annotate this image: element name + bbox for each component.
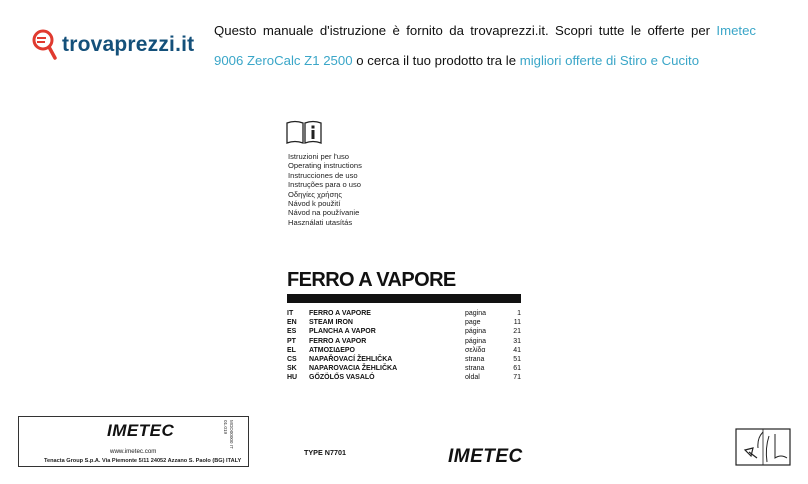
book-info-icon <box>286 120 322 144</box>
language-code: EN <box>287 319 297 327</box>
language-code: IT <box>287 310 294 317</box>
toc-row <box>287 373 521 382</box>
language-item: Οδηγίες χρήσης <box>288 189 343 199</box>
language-code: CS <box>287 355 297 363</box>
section-title: GŐZÖLŐS VASALÓ <box>309 374 375 382</box>
language-item: Istruzioni per l'uso <box>288 152 349 161</box>
toc-row <box>287 327 521 336</box>
iron-symbol-icon <box>735 428 791 466</box>
trovaprezzi-logo[interactable] <box>32 28 194 62</box>
header-banner <box>214 16 756 76</box>
language-code: ES <box>287 328 297 336</box>
table-of-contents <box>287 309 521 383</box>
page-number: 51 <box>513 355 521 363</box>
page-number: 41 <box>513 346 521 354</box>
language-code: HU <box>287 374 298 382</box>
banner-text-2: o cerca il tuo prodotto tra le <box>352 53 520 68</box>
page-word: strana <box>465 365 485 373</box>
language-item: Instrucciones de uso <box>288 170 358 180</box>
language-item: Operating instructions <box>288 161 362 171</box>
box-brand-logo: IMETEC <box>107 421 175 440</box>
page-number: 71 <box>513 374 521 382</box>
section-title: NAPAROVACIA ŽEHLIČKA <box>309 365 398 373</box>
toc-row <box>287 346 521 355</box>
language-code: SK <box>287 365 297 373</box>
banner-text-1: Questo manuale d'istruzione è fornito da trovaprezzi.it. Scopri tutte le offerte per <box>214 23 717 38</box>
product-offers-link[interactable]: Imetec 9006 ZeroCalc Z1 2500 <box>214 23 756 68</box>
company-url: www.imetec.com <box>110 448 157 455</box>
manual-title: FERRO A VAPORE <box>287 269 456 291</box>
section-title: PLANCHA A VAPOR <box>309 328 376 336</box>
page-number: 21 <box>513 328 521 336</box>
section-title: FERRO A VAPOR <box>309 337 367 345</box>
section-title: NAPAŘOVACÍ ŽEHLIČKA <box>309 355 393 363</box>
page-word: strana <box>465 355 485 363</box>
page-word: página <box>465 337 487 345</box>
language-item: Návod k použití <box>288 199 341 209</box>
trovaprezzi-euro-icon <box>32 28 58 62</box>
section-title: FERRO A VAPORE <box>309 310 371 317</box>
page-number: 61 <box>513 365 521 373</box>
page-word: pagina <box>465 310 487 317</box>
model-type: TYPE N7701 <box>304 448 346 457</box>
logo-text: trovaprezzi.it <box>62 33 195 56</box>
toc-row <box>287 337 521 346</box>
page-word: page <box>465 319 481 327</box>
page-word: σελίδα <box>465 346 486 354</box>
section-title: STEAM IRON <box>309 319 353 327</box>
toc-row <box>287 355 521 364</box>
category-offers-link[interactable]: migliori offerte di Stiro e Cucito <box>519 53 700 68</box>
language-item: Instruções para o uso <box>288 180 362 190</box>
language-item: Használati utasítás <box>288 217 353 227</box>
language-item: Návod na používanie <box>288 208 360 218</box>
title-bar <box>287 294 521 303</box>
company-address: Tenacta Group S.p.A. Via Piemonte 5/11 24052 Azzano S. Paolo (BG) ITALY <box>44 458 242 464</box>
page-number: 1 <box>517 310 521 317</box>
toc-row <box>287 364 521 373</box>
language-list <box>288 152 362 227</box>
toc-row <box>287 318 521 327</box>
page-number: 11 <box>513 319 521 327</box>
page-word: página <box>465 328 487 336</box>
document-code: MOD00000 IT 01.019 <box>223 420 234 449</box>
language-code: PT <box>287 337 296 345</box>
section-title: ΑΤΜΟΣΙΔΕΡΟ <box>309 346 355 354</box>
page-word: oldal <box>465 374 480 382</box>
language-code: EL <box>287 346 296 354</box>
toc-row <box>287 309 521 318</box>
page-number: 31 <box>513 337 521 345</box>
brand-logo: IMETEC <box>448 446 523 467</box>
